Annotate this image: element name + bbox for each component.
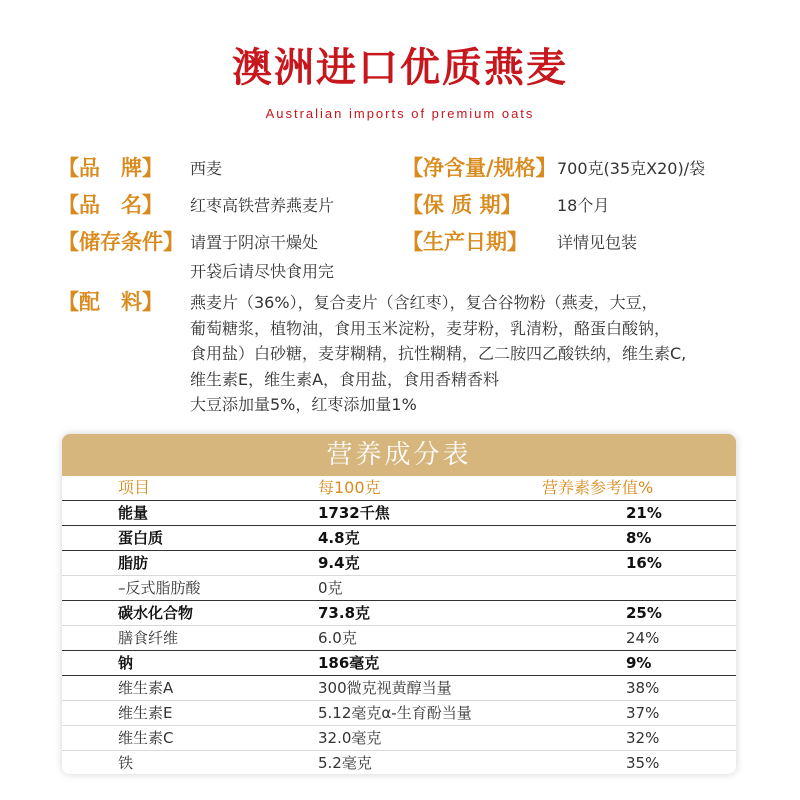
table-row [62, 626, 736, 651]
ingredients-label: 【配 料】 [58, 290, 163, 314]
row-item: 铁 [118, 754, 134, 772]
storage-label: 【储存条件】 [58, 230, 184, 254]
table-header-row [62, 476, 736, 501]
production-date-label: 【生产日期】 [402, 230, 528, 254]
row-nrv: 38% [626, 679, 660, 697]
table-row [62, 676, 736, 701]
row-nrv: 35% [626, 754, 660, 772]
table-row [62, 576, 736, 601]
row-nrv: 25% [626, 604, 662, 622]
table-row [62, 501, 736, 526]
table-row [62, 551, 736, 576]
shelf-life-value: 18个月 [557, 196, 610, 215]
page-subtitle: Australian imports of premium oats [265, 106, 535, 121]
row-item: 维生素C [118, 729, 174, 747]
column-header-nrv: 营养素参考值% [542, 478, 654, 497]
table-row [62, 651, 736, 676]
row-per100g: 9.4克 [318, 554, 360, 572]
row-item: 维生素A [118, 679, 174, 697]
storage-value-line1: 请置于阴凉干燥处 [190, 233, 319, 252]
row-item: 蛋白质 [118, 529, 164, 547]
row-item: 膳食纤维 [118, 629, 179, 647]
table-row [62, 526, 736, 551]
row-nrv: 32% [626, 729, 660, 747]
shelf-life-label: 【保 质 期】 [402, 193, 522, 217]
nutrition-table [62, 434, 736, 774]
row-per100g: 32.0毫克 [318, 729, 382, 747]
nutrition-table-body [62, 476, 736, 774]
row-per100g: 6.0克 [318, 629, 357, 647]
row-item: 能量 [118, 504, 149, 522]
storage-value-line2: 开袋后请尽快食用完 [190, 262, 335, 281]
row-item: 维生素E [118, 704, 173, 722]
row-nrv: 37% [626, 704, 660, 722]
column-header-item: 项目 [118, 478, 151, 497]
row-per100g: 73.8克 [318, 604, 371, 622]
product-name-value: 红枣高铁营养燕麦片 [190, 196, 335, 215]
ingredients-line: 大豆添加量5%，红枣添加量1% [190, 395, 417, 414]
ingredients-line: 葡萄糖浆，植物油，食用玉米淀粉，麦芽粉，乳清粉，酪蛋白酸钠， [190, 318, 671, 338]
row-per100g: 1732千焦 [318, 504, 390, 522]
row-item: 脂肪 [118, 554, 149, 572]
row-nrv: 8% [626, 529, 652, 547]
table-row [62, 751, 736, 774]
row-per100g: 4.8克 [318, 529, 360, 547]
row-item: –反式脂肪酸 [118, 579, 201, 597]
ingredients-line: 燕麦片（36%），复合麦片（含红枣），复合谷物粉（燕麦，大豆， [190, 293, 658, 312]
table-row [62, 601, 736, 626]
row-item: 钠 [118, 654, 134, 672]
nutrition-table-title: 营养成分表 [62, 434, 736, 476]
column-header-per100g: 每100克 [318, 478, 381, 497]
row-nrv: 9% [626, 654, 652, 672]
row-nrv: 24% [626, 629, 660, 647]
brand-label: 【品 牌】 [58, 156, 163, 180]
row-nrv: 21% [626, 504, 662, 522]
table-row [62, 701, 736, 726]
row-per100g: 186毫克 [318, 654, 380, 672]
ingredients-line: 食用盐）白砂糖，麦芽糊精，抗性糊精，乙二胺四乙酸铁纳，维生素C, [190, 344, 687, 363]
production-date-value: 详情见包装 [557, 233, 638, 252]
row-per100g: 5.12毫克α-生育酚当量 [318, 704, 472, 722]
net-content-value: 700克(35克X20)/袋 [557, 159, 706, 178]
row-per100g: 0克 [318, 579, 343, 597]
row-nrv: 16% [626, 554, 662, 572]
ingredients-text [190, 290, 780, 418]
brand-value: 西麦 [190, 159, 223, 178]
page-title: 澳洲进口优质燕麦 [232, 44, 568, 91]
product-name-label: 【品 名】 [58, 193, 163, 217]
row-per100g: 5.2毫克 [318, 754, 372, 772]
row-per100g: 300微克视黄醇当量 [318, 679, 452, 697]
net-content-label: 【净含量/规格】 [402, 156, 557, 180]
ingredients-line: 维生素E，维生素A，食用盐，食用香精香料 [190, 369, 500, 389]
row-item: 碳水化合物 [118, 604, 194, 622]
table-row [62, 726, 736, 751]
